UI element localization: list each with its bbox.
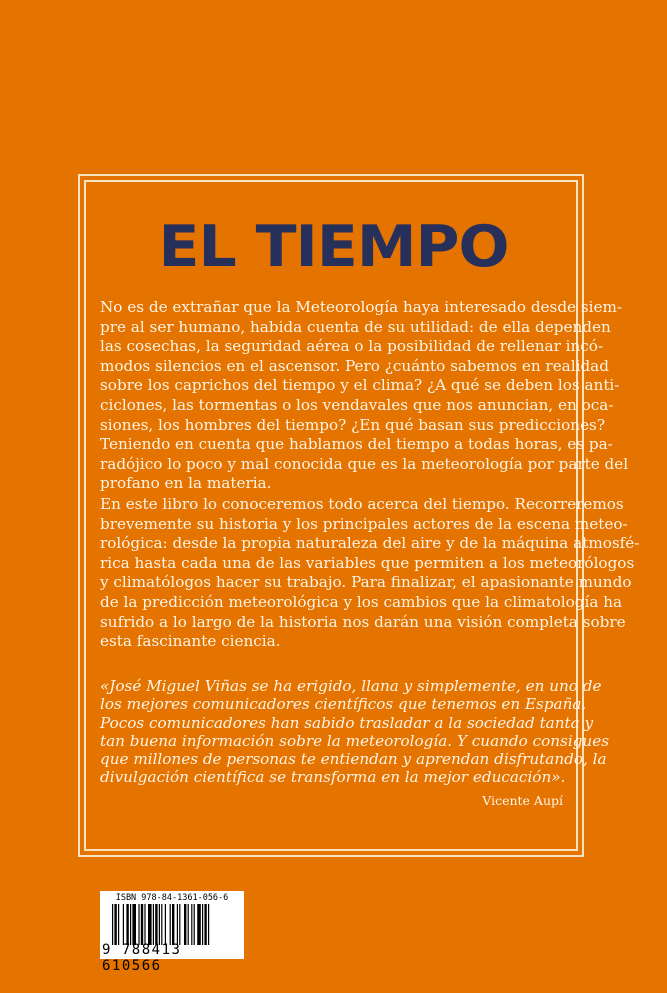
quote-line: los mejores comunicadores científicos que tenemos en España.	[100, 695, 587, 714]
barcode-bar	[204, 904, 206, 945]
text-line: Teniendo en cuenta que hablamos del tiempo a todas horas, es pa-	[100, 435, 613, 454]
barcode-bar	[184, 904, 186, 945]
endorsement-quote	[100, 677, 609, 787]
text-line: brevemente su historia y los principales actores de la escena meteo-	[100, 514, 628, 533]
barcode-bar	[138, 904, 139, 945]
barcode-bar	[155, 904, 157, 945]
quote-line: divulgación científica se transforma en la mejor educación».	[100, 768, 566, 787]
barcode-bar	[197, 904, 201, 945]
synopsis-paragraph-1	[100, 298, 629, 494]
barcode-bar	[202, 904, 203, 945]
barcode-bar	[177, 904, 178, 945]
quote-attribution: Vicente Aupí	[482, 793, 563, 808]
text-line: rológica: desde la propia naturaleza del aire y de la máquina atmosfé-	[100, 534, 640, 553]
barcode-bar	[191, 904, 192, 945]
text-line: ciclones, las tormentas o los vendavales que nos anuncian, en oca-	[100, 395, 614, 414]
barcode-bar	[141, 904, 143, 945]
barcode-bar	[170, 904, 171, 945]
barcode-bar	[148, 904, 152, 945]
quote-line: tan buena información sobre la meteorología. Y cuando consigues	[100, 731, 609, 750]
text-line: modos silencios en el ascensor. Pero ¿cuánto sabemos en realidad	[100, 356, 609, 375]
text-line: sobre los caprichos del tiempo y el clima? ¿A qué se deben los anti-	[100, 376, 620, 395]
text-line: En este libro lo conoceremos todo acerca del tiempo. Recorreremos	[100, 495, 624, 513]
isbn-label: ISBN 978-84-1361-056-6	[115, 893, 229, 903]
barcode-bar	[118, 904, 119, 945]
text-line: y climatólogos hacer su trabajo. Para finalizar, el apasionante mundo	[100, 573, 632, 592]
synopsis-paragraph-2	[100, 495, 640, 652]
quote-line: «José Miguel Viñas se ha erigido, llana y simplemente, en uno de	[100, 677, 602, 695]
barcode-bar	[159, 904, 160, 945]
quote-line: que millones de personas te entiendan y aprendan disfrutando, la	[100, 750, 607, 769]
barcode-bar	[126, 904, 128, 945]
text-line: No es de extrañar que la Meteorología haya interesado desde siem-	[100, 298, 623, 316]
barcode-bar	[132, 904, 136, 945]
text-line: radójico lo poco y mal conocida que es la meteorología por parte del	[100, 454, 629, 473]
barcode-bar	[194, 904, 195, 945]
barcode-bar	[153, 904, 154, 945]
text-line: rica hasta cada una de las variables que permiten a los meteorólogos	[100, 553, 635, 572]
barcode-bar	[172, 904, 174, 945]
text-line: sufrido a lo largo de la historia nos darán una visión completa sobre	[100, 612, 626, 631]
barcode-bar	[188, 904, 189, 945]
barcode-bar	[208, 904, 209, 945]
barcode-digits: 9 788413 610566	[102, 942, 182, 974]
text-line: de la predicción meteorológica y los cambios que la climatología ha	[100, 592, 623, 611]
quote-line: Pocos comunicadores han sabido trasladar a la sociedad tanta y	[100, 713, 594, 732]
text-line: siones, los hombres del tiempo? ¿En qué basan sus predicciones?	[100, 415, 605, 434]
barcode-bar	[123, 904, 124, 945]
barcode-bar	[144, 904, 145, 945]
text-line: pre al ser humano, habida cuenta de su utilidad: de ella dependen	[100, 317, 611, 336]
barcode-bar	[112, 904, 113, 945]
text-line: profano en la materia.	[100, 474, 272, 493]
barcode-bar	[179, 904, 180, 945]
text-line: las cosechas, la seguridad aérea o la posibilidad de rellenar incó-	[100, 337, 604, 356]
barcode-bar	[114, 904, 116, 945]
barcode-bars-icon	[112, 904, 240, 945]
text-line: esta fascinante ciencia.	[100, 632, 281, 651]
barcode-bar	[165, 904, 166, 945]
isbn-barcode	[100, 891, 244, 974]
barcode-bar	[130, 904, 131, 945]
barcode-bar	[161, 904, 162, 945]
book-title: EL TIEMPO	[158, 213, 509, 281]
